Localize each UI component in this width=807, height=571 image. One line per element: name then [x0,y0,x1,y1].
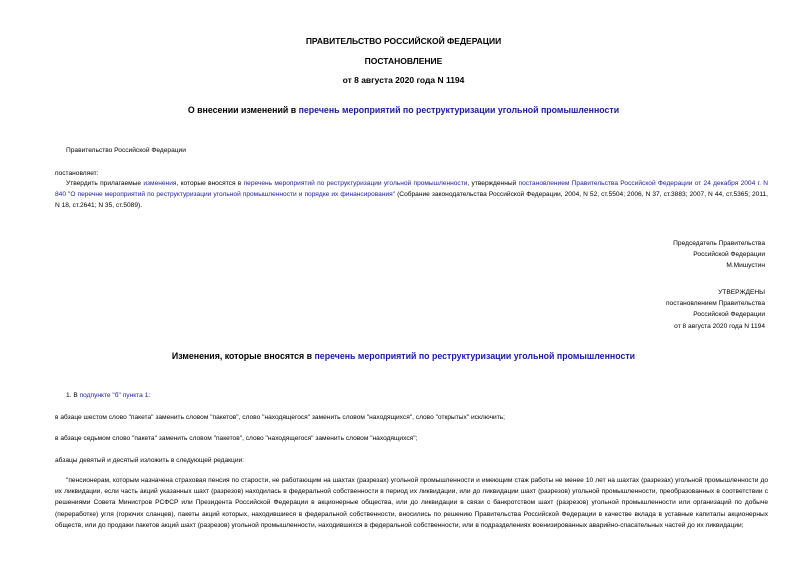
item1-suffix: : [148,392,151,399]
changes-title-link[interactable]: перечень мероприятий по реструктуризации угольной промышленности [314,351,636,361]
approved-block [666,287,765,332]
preamble-line1: Правительство Российской Федерации [66,147,186,154]
approved-line2: постановлением Правительства [665,300,765,308]
signature-line2: Российской Федерации [693,251,765,259]
title-link[interactable]: перечень мероприятий по реструктуризации угольной промышленности [298,105,620,115]
changes-title-prefix: Изменения, которые вносятся в [171,351,315,361]
para2: в абзаце седьмом слово "пакета" заменить словом "пакетов", слово "находящегося" заменить словом "находящихся"; [55,435,418,442]
list-link[interactable]: перечень мероприятий по реструктуризации угольной промышленности [243,180,468,187]
para4: "пенсионерам, которым назначена страховая пенсия по старости, не работающим на шахтах (разрезах) угольной промышленности и имеющим стаж работы не менее 10 лет на шахтах (разрезах) угольной промышленности до их ликвидации, если часть акций указанных шахт (разрезов) находилась в федеральной собственности в период их ликвидации, или до ликвидации шахт (разрезов) угольной промышленности, преобразованных в соответствии с решениями Совета Министров РСФСР или Президента Российской Федерации в акционерные общества, или до ликвидации в связи с банкротством шахт (разрезов) угольной промышленности или организаций по добыче (переработке) угля (горючих сланцев), пакеты акций которых, находившиеся в федеральной собственности, вносились по решению Правительства Российской Федерации в качестве вклада в уставные капиталы акционерных обществ, или до продажи пакетов акций шахт (разрезов) угольной промышленности, находившихся в федеральной собственности, или в подразделениях военизированных аварийно-спасательных частей до их ликвидации; [55,477,768,529]
title-prefix: О внесении изменений в [187,105,299,115]
document-date-number: от 8 августа 2020 года N 1194 [342,75,465,85]
document-type: ПОСТАНОВЛЕНИЕ [364,56,443,66]
government-heading: ПРАВИТЕЛЬСТВО РОССИЙСКОЙ ФЕДЕРАЦИИ [305,36,502,46]
p-mid2: , утвержденный [467,180,519,187]
p-mid1: , которые вносятся в [176,180,244,187]
para1: в абзаце шестом слово "пакета" заменить словом "пакетов", слово "находящегося" заменить словом "находящихся", слово "открытых" исключить; [55,414,505,421]
approved-line1: УТВЕРЖДЕНЫ [718,289,765,296]
signature-line1: Председатель Правительства [673,240,765,247]
changes-title [0,351,807,361]
signature-name: М.Мишустин [726,262,765,270]
para3: абзацы девятый и десятый изложить в следующей редакции: [55,457,245,464]
item1 [66,390,150,401]
document-title [0,105,807,115]
approved-line4: от 8 августа 2020 года N 1194 [674,322,765,330]
preamble-line2: постановляет: [55,170,99,177]
preamble-paragraph [55,178,768,212]
signature-block [673,238,765,272]
p-start: Утвердить прилагаемые [66,180,144,187]
item1-link[interactable]: подпункте "б" пункта 1 [79,392,149,399]
changes-link[interactable]: изменения [143,180,177,187]
item1-prefix: 1. В [66,392,80,399]
p-end: (Собрание законодательства Российской Федерации, 2004, N 52, ст.5504; 2006, N 37, ст.3883; 2007, N 44, ст.5365; 2011, N 18, ст.2641; N 35, ст.5089). [55,191,768,210]
approved-line3: Российской Федерации [693,311,765,319]
decree-link[interactable]: постановлением Правительства Российской Федерации от 24 декабря 2004 г. N 840 "О перечне мероприятий по реструктуризации угольной промышленности и порядке их финансирования" [55,180,768,199]
